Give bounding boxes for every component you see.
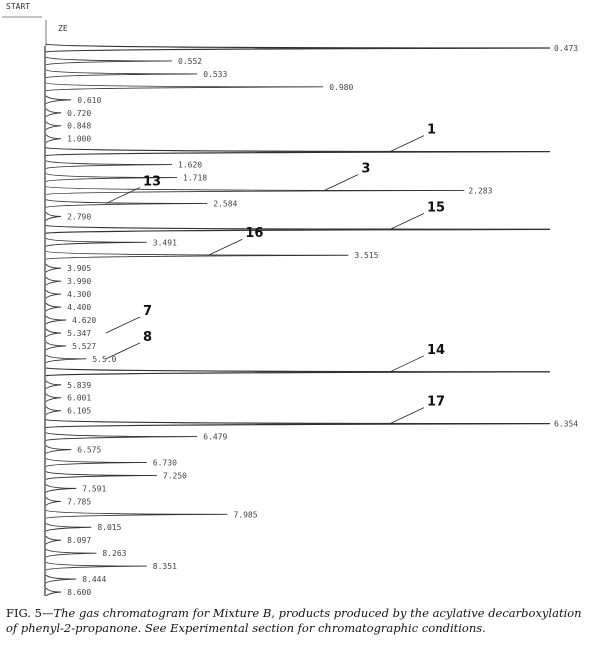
retention-time-label: 7.591 bbox=[82, 484, 107, 494]
peak bbox=[46, 148, 550, 156]
peak-number-label: 17 bbox=[427, 394, 446, 410]
retention-time-label: 0.473 bbox=[554, 44, 579, 53]
peak-number-leader bbox=[106, 187, 140, 203]
retention-time-label: 3.515 bbox=[354, 251, 379, 261]
peak bbox=[46, 70, 197, 78]
retention-time-label: 4.620 bbox=[72, 316, 97, 325]
peak-number-label: 8 bbox=[143, 329, 153, 345]
retention-time-label: 5.347 bbox=[67, 328, 92, 338]
peak-number-label: 3 bbox=[361, 161, 371, 177]
peak bbox=[46, 497, 61, 505]
peak bbox=[46, 199, 207, 207]
peak bbox=[46, 238, 147, 246]
peaks-layer bbox=[46, 44, 578, 597]
peak bbox=[46, 433, 197, 441]
retention-time-label: 2.584 bbox=[213, 199, 238, 209]
peak-number-leader bbox=[390, 213, 424, 229]
retention-time-label: 0.552 bbox=[178, 56, 203, 66]
peak bbox=[46, 212, 61, 220]
peak bbox=[46, 407, 61, 415]
peak bbox=[46, 575, 76, 583]
peak-number-label: 13 bbox=[143, 174, 162, 190]
retention-time-label: 6.730 bbox=[152, 458, 177, 468]
retention-time-label: 6.354 bbox=[554, 419, 579, 429]
retention-time-label: 6.105 bbox=[67, 406, 92, 416]
peak bbox=[46, 96, 71, 104]
peak-number-leader bbox=[390, 356, 424, 372]
retention-time-label: 8.015 bbox=[97, 523, 122, 533]
peak bbox=[46, 186, 464, 194]
start-label: START bbox=[6, 2, 31, 11]
retention-time-label: 5.839 bbox=[67, 380, 92, 390]
retention-time-label: 0.720 bbox=[67, 108, 92, 118]
retention-time-label: 7.985 bbox=[233, 510, 258, 520]
retention-time-label: 0.980 bbox=[329, 82, 354, 92]
peak bbox=[46, 562, 147, 570]
retention-time-label: 1.620 bbox=[178, 160, 203, 170]
ze-label: ZE bbox=[58, 24, 68, 33]
peak bbox=[46, 523, 91, 531]
retention-time-label: 6.001 bbox=[67, 393, 92, 403]
retention-time-label: 5.527 bbox=[72, 341, 97, 351]
peak-number-leader bbox=[390, 136, 424, 152]
retention-time-label: 2.283 bbox=[468, 186, 493, 196]
peak bbox=[46, 484, 76, 492]
retention-time-label: 8.097 bbox=[67, 536, 92, 546]
figure-caption bbox=[6, 606, 596, 636]
peak bbox=[46, 57, 172, 65]
peak bbox=[46, 264, 61, 272]
retention-time-label: 1.000 bbox=[67, 134, 92, 144]
peak-number-leader bbox=[106, 317, 140, 333]
peak bbox=[46, 225, 550, 233]
peak bbox=[46, 44, 550, 52]
peak bbox=[46, 329, 61, 337]
retention-time-label: 8.351 bbox=[152, 562, 177, 572]
retention-time-label: 6.479 bbox=[203, 432, 228, 442]
caption-text: The gas chromatogram for Mixture B, products produced by the acylative decarboxylation of phenyl-2-propanone. See Experimental section for chromatographic conditions. bbox=[6, 606, 582, 635]
peak-number-label: 1 bbox=[427, 122, 437, 138]
peak bbox=[46, 355, 86, 363]
peak-number-label: 16 bbox=[245, 226, 264, 242]
peak-number-leader bbox=[390, 408, 424, 424]
retention-time-label: 5.5.0 bbox=[92, 354, 117, 364]
peak-number-leader bbox=[324, 174, 358, 190]
peak bbox=[46, 135, 61, 143]
retention-time-label: 8.600 bbox=[67, 588, 92, 597]
peak bbox=[46, 420, 550, 428]
retention-time-label: 0.610 bbox=[77, 95, 102, 105]
peak bbox=[46, 446, 71, 454]
caption-fig-label: FIG. 5— bbox=[6, 606, 54, 620]
peak bbox=[46, 277, 61, 285]
retention-time-label: 3.990 bbox=[67, 277, 92, 287]
peak bbox=[46, 510, 227, 518]
peak bbox=[46, 394, 61, 402]
peak-number-leader bbox=[208, 239, 242, 255]
peak bbox=[46, 303, 61, 311]
peak-number-leader bbox=[106, 343, 140, 359]
peak-number-label: 14 bbox=[427, 342, 446, 358]
peak bbox=[46, 549, 96, 557]
retention-time-label: 0.533 bbox=[203, 69, 228, 79]
peak-number-label: 7 bbox=[143, 303, 153, 319]
peak bbox=[46, 458, 147, 466]
retention-time-label: 7.785 bbox=[67, 497, 92, 507]
retention-time-label: 3.491 bbox=[152, 238, 177, 248]
retention-time-label: 0.848 bbox=[67, 121, 92, 131]
retention-time-label: 4.400 bbox=[67, 303, 92, 313]
peak bbox=[46, 471, 157, 479]
retention-time-label: 8.444 bbox=[82, 575, 107, 585]
peak bbox=[46, 342, 66, 350]
retention-time-label: 7.250 bbox=[162, 471, 187, 481]
peak bbox=[46, 588, 61, 596]
peak bbox=[46, 290, 61, 298]
peak bbox=[46, 536, 61, 544]
peak bbox=[46, 83, 323, 91]
retention-time-label: 4.300 bbox=[67, 290, 92, 300]
peak bbox=[46, 161, 172, 169]
peak bbox=[46, 316, 66, 324]
peak bbox=[46, 368, 550, 376]
retention-time-label: 1.718 bbox=[183, 173, 208, 183]
peak bbox=[46, 109, 61, 117]
retention-time-label: 8.263 bbox=[102, 549, 127, 559]
peak bbox=[46, 381, 61, 389]
retention-time-label: 3.905 bbox=[67, 264, 92, 274]
peak bbox=[46, 251, 348, 259]
retention-time-label: 2.790 bbox=[67, 212, 92, 222]
peak-number-label: 15 bbox=[427, 200, 446, 216]
retention-time-label: 6.575 bbox=[77, 445, 102, 455]
peak bbox=[46, 122, 61, 130]
